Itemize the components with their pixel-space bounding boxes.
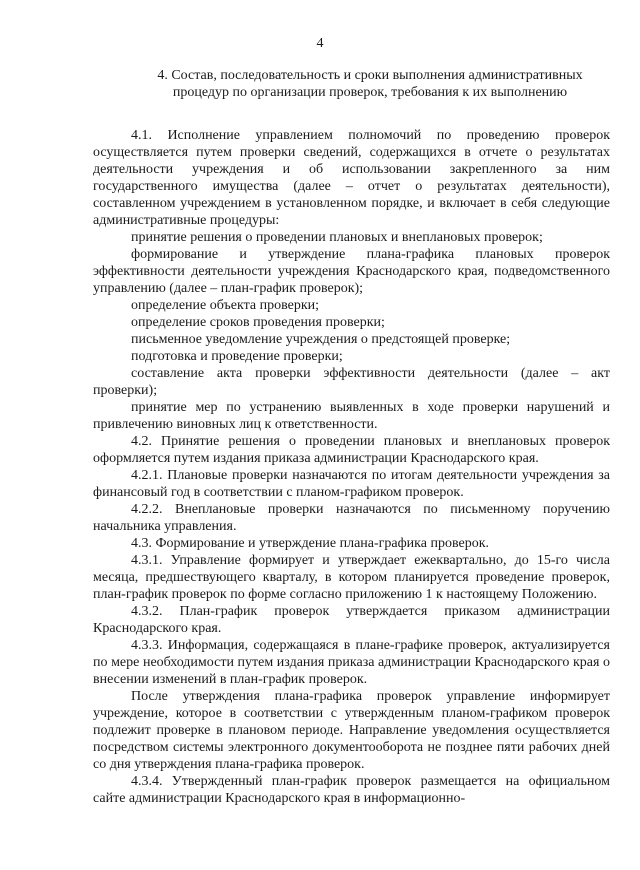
paragraph: После утверждения плана-графика проверок управление информирует учреждение, которое в соответствии с утвержденным планом-графиком проверок подлежит проверке в плановом периоде. Направление уведомления осуществляется посредством системы электронного документооборота не позднее пяти рабочих дней со дня утверждения плана-графика проверок.: [93, 689, 610, 772]
paragraph: 4.3.2. План-график проверок утверждается приказом администрации Краснодарского края.: [93, 604, 610, 636]
paragraph: 4.3.3. Информация, содержащаяся в плане-графике проверок, актуализируется по мере необходимости путем издания приказа администрации Краснодарского края о внесении изменений в план-график проверок.: [93, 638, 610, 687]
paragraph: 4.1. Исполнение управлением полномочий по проведению проверок осуществляется путем проверки сведений, содержащихся в отчете о результатах деятельности учреждения и об использовании закрепленного за ним государственного имущества (далее – отчет о результатах деятельности), составленном учреждением в установленном порядке, и включает в себя следующие административные процедуры:: [93, 128, 610, 228]
paragraph: определение объекта проверки;: [131, 298, 320, 313]
document-body: [93, 127, 610, 807]
paragraph: письменное уведомление учреждения о предстоящей проверке;: [131, 332, 511, 347]
paragraph: 4.3.4. Утвержденный план-график проверок размещается на официальном сайте администрации Краснодарского края в информационно-: [93, 774, 610, 806]
paragraph: принятие мер по устранению выявленных в ходе проверки нарушений и привлечению виновных лиц к ответственности.: [93, 400, 610, 432]
paragraph: составление акта проверки эффективности деятельности (далее – акт проверки);: [93, 366, 610, 398]
section-heading: 4. Состав, последовательность и сроки выполнения административных процедур по организации проверок, требования к их выполнению: [157, 68, 583, 100]
page-number: 4: [316, 36, 324, 51]
paragraph: принятие решения о проведении плановых и внеплановых проверок;: [131, 230, 543, 245]
paragraph: 4.2.1. Плановые проверки назначаются по итогам деятельности учреждения за финансовый год в соответствии с планом-графиком проверок.: [93, 468, 610, 500]
paragraph: формирование и утверждение плана-графика плановых проверок эффективности деятельности учреждения Краснодарского края, подведомственного управлению (далее – план-график проверок);: [93, 247, 610, 296]
paragraph: 4.3.1. Управление формирует и утверждает ежеквартально, до 15-го числа месяца, предшествующего кварталу, в котором планируется проведение проверок, план-график проверок по форме согласно приложению 1 к настоящему Положению.: [93, 553, 610, 602]
paragraph: 4.3. Формирование и утверждение плана-графика проверок.: [131, 536, 490, 551]
paragraph: 4.2.2. Внеплановые проверки назначаются по письменному поручению начальника управления.: [93, 502, 610, 534]
paragraph: подготовка и проведение проверки;: [131, 349, 343, 364]
paragraph: 4.2. Принятие решения о проведении плановых и внеплановых проверок оформляется путем издания приказа администрации Краснодарского края.: [93, 434, 610, 466]
paragraph: определение сроков проведения проверки;: [131, 315, 385, 330]
